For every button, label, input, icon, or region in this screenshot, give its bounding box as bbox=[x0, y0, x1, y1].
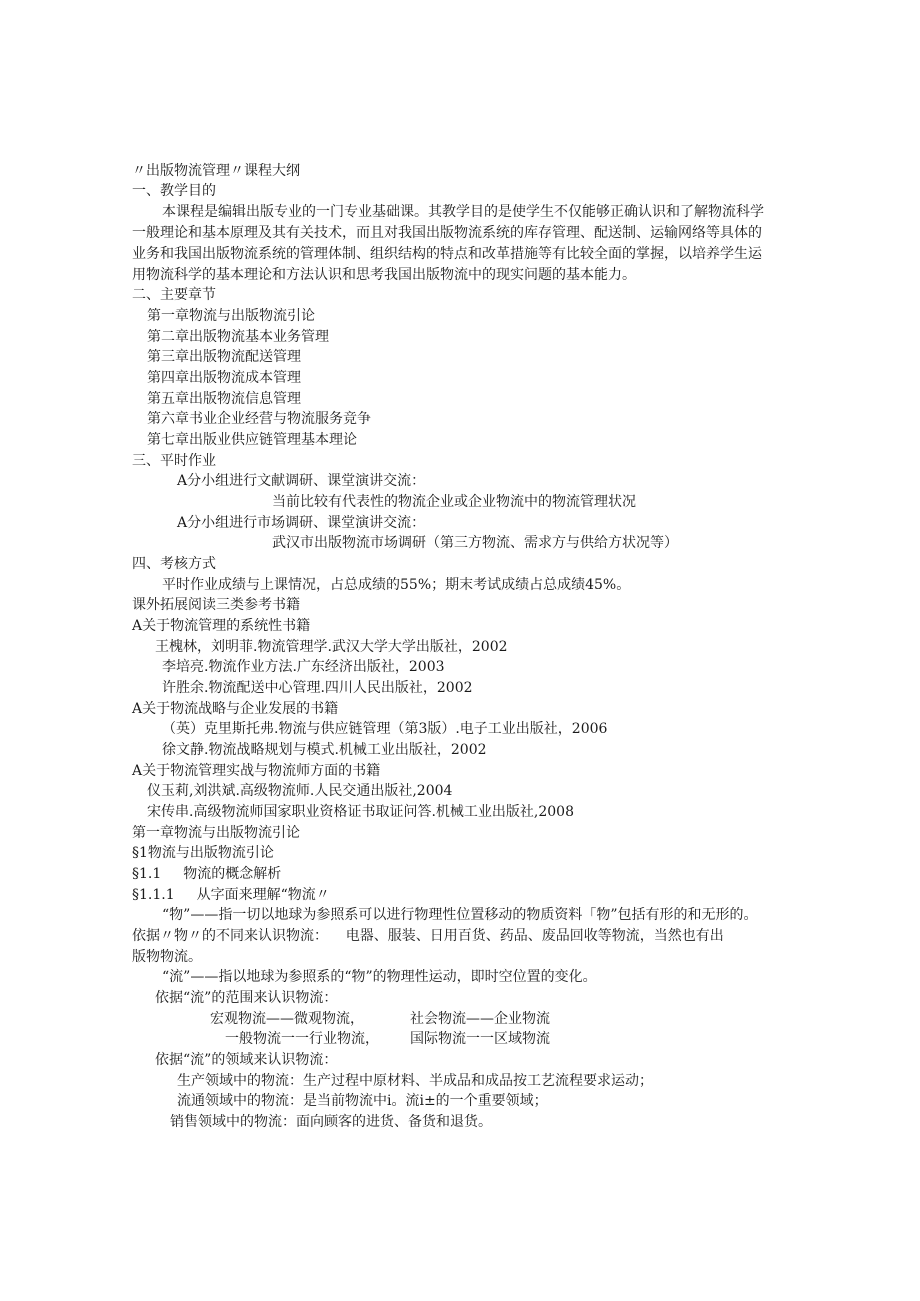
book-entry: 仪玉莉,刘洪斌.高级物流师.人民交通出版社,2004 bbox=[147, 783, 453, 799]
assessment-line: 平时作业成绩与上课情况，占总成绩的55%；期末考试成绩占总成绩45%。 bbox=[162, 577, 631, 593]
reading-group-title: A关于物流管理的系统性书籍 bbox=[132, 618, 311, 634]
section-3-heading: 三、平时作业 bbox=[132, 453, 216, 469]
section-1-paragraph-line: 用物流科学的基本理论和方法认识和思考我国出版物流中的现实问题的基本能力。 bbox=[132, 267, 636, 283]
assignment-line: A分小组进行文献调研、课堂演讲交流： bbox=[177, 473, 426, 489]
section-1-paragraph-line: 本课程是编辑出版专业的一门专业基础课。其教学目的是使学生不仅能够正确认识和了解物流科学 bbox=[162, 204, 764, 220]
section-1-heading: 一、教学目的 bbox=[132, 183, 216, 199]
classification-cell: 社会物流——企业物流 bbox=[410, 1011, 550, 1027]
reading-heading: 课外拓展阅读三类参考书籍 bbox=[132, 597, 300, 613]
chapter-list-item: 第一章物流与出版物流引论 bbox=[147, 308, 315, 324]
chapter-list-item: 第二章出版物流基本业务管理 bbox=[147, 329, 329, 345]
classification-cell: 宏观物流——微观物流， bbox=[210, 1011, 364, 1027]
body-line: “物”——指一切以地球为参照系可以进行物理性位置移动的物质资料「物”包括有形的和无形的。 bbox=[162, 907, 758, 923]
body-line: 依据“流”的范围来认识物流： bbox=[155, 990, 338, 1006]
body-line: 依据“流”的领域来认识物流： bbox=[155, 1052, 338, 1068]
subsection-heading: §1.1 物流的概念解析 bbox=[132, 866, 282, 882]
assignment-line: A分小组进行市场调研、课堂演讲交流： bbox=[177, 515, 426, 531]
chapter-1-heading: 第一章物流与出版物流引论 bbox=[132, 825, 300, 841]
body-line: “流”——指以地球为参照系的“物”的物理性运动，即时空位置的变化。 bbox=[162, 969, 597, 985]
chapter-list-item: 第四章出版物流成本管理 bbox=[147, 370, 301, 386]
section-heading: §1物流与出版物流引论 bbox=[132, 845, 274, 861]
subsubsection-heading: §1.1.1 从字面来理解“物流〃 bbox=[132, 887, 330, 903]
assignment-topic: 武汉市出版物流市场调研（第三方物流、需求方与供给方状况等） bbox=[272, 535, 678, 551]
book-entry: 李培亮.物流作业方法.广东经济出版社，2003 bbox=[162, 659, 445, 675]
assignment-topic: 当前比较有代表性的物流企业或企业物流中的物流管理状况 bbox=[272, 494, 636, 510]
chapter-list-item: 第五章出版物流信息管理 bbox=[147, 391, 301, 407]
reading-group-title: A关于物流管理实战与物流师方面的书籍 bbox=[132, 763, 381, 779]
body-line: 销售领域中的物流：面向顾客的进货、备货和退货。 bbox=[170, 1114, 492, 1130]
document-title: 〃出版物流管理〃课程大纲 bbox=[132, 163, 300, 179]
classification-cell: 国际物流一一区域物流 bbox=[410, 1031, 550, 1047]
section-1-paragraph-line: 业务和我国出版物流系统的管理体制、组织结构的特点和改革措施等有比较全面的掌握，以培养学生运 bbox=[132, 246, 762, 262]
chapter-list-item: 第七章出版业供应链管理基本理论 bbox=[147, 432, 357, 448]
book-entry: （英）克里斯托弗.物流与供应链管理（第3版）.电子工业出版社，2006 bbox=[162, 721, 608, 737]
reading-group-title: A关于物流战略与企业发展的书籍 bbox=[132, 701, 339, 717]
body-line: 版物物流。 bbox=[132, 949, 202, 965]
book-entry: 许胜余.物流配送中心管理.四川人民出版社，2002 bbox=[162, 680, 473, 696]
book-entry: 王槐林，刘明菲.物流管理学.武汉大学大学出版社，2002 bbox=[155, 639, 508, 655]
body-line: 生产领域中的物流：生产过程中原材料、半成品和成品按工艺流程要求运动； bbox=[177, 1073, 653, 1089]
section-4-heading: 四、考核方式 bbox=[132, 556, 216, 572]
chapter-list-item: 第六章书业企业经营与物流服务竞争 bbox=[147, 411, 371, 427]
chapter-list-item: 第三章出版物流配送管理 bbox=[147, 349, 301, 365]
section-1-paragraph-line: 一般理论和基本原理及其有关技术，而且对我国出版物流系统的库存管理、配送制、运输网络等具体的 bbox=[132, 225, 762, 241]
book-entry: 宋传串.高级物流师国家职业资格证书取证问答.机械工业出版社,2008 bbox=[147, 804, 574, 820]
classification-cell: 一般物流一一行业物流， bbox=[225, 1031, 379, 1047]
section-2-heading: 二、主要章节 bbox=[132, 287, 216, 303]
body-line: 依据〃物〃的不同来认识物流： 电器、服装、日用百货、药品、废品回收等物流，当然也有出 bbox=[132, 928, 724, 944]
book-entry: 徐文静.物流战略规划与模式.机械工业出版社，2002 bbox=[162, 742, 487, 758]
body-line: 流通领域中的物流：是当前物流中i。流i±的一个重要领域； bbox=[177, 1093, 548, 1109]
